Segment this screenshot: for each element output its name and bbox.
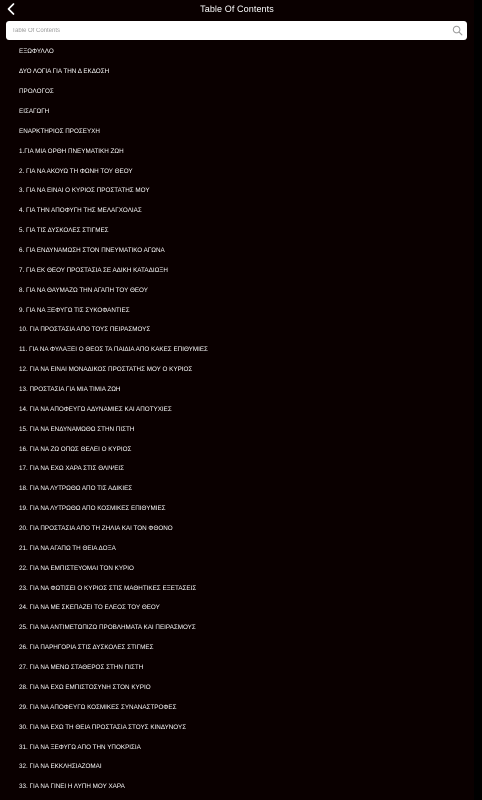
toc-item[interactable]: 33. ΓΙΑ ΝΑ ΓΙΝΕΙ Η ΛΥΠΗ ΜΟΥ ΧΑΡΑ [19, 783, 125, 791]
toc-item[interactable]: 9. ΓΙΑ ΝΑ ΞΕΦΥΓΩ ΤΙΣ ΣΥΚΟΦΑΝΤΙΕΣ [19, 306, 130, 314]
toc-item[interactable]: 27. ΓΙΑ ΝΑ ΜΕΝΩ ΣΤΑΘΕΡΟΣ ΣΤΗΝ ΠΙΣΤΗ [19, 664, 144, 672]
toc-item[interactable]: 11. ΓΙΑ ΝΑ ΦΥΛΑΞΕΙ Ο ΘΕΟΣ ΤΑ ΠΑΙΔΙΑ ΑΠΟ ΚΑΚΕΣ ΕΠΙΘΥΜΙΕΣ [19, 346, 208, 354]
scrollbar-track [474, 0, 482, 800]
search-icon[interactable] [452, 25, 463, 36]
toc-item[interactable]: 15. ΓΙΑ ΝΑ ΕΝΔΥΝΑΜΩΘΩ ΣΤΗΝ ΠΙΣΤΗ [19, 425, 135, 433]
toc-item[interactable]: 26. ΓΙΑ ΠΑΡΗΓΟΡΙΑ ΣΤΙΣ ΔΥΣΚΟΛΕΣ ΣΤΙΓΜΕΣ [19, 644, 154, 652]
toc-item[interactable]: 30. ΓΙΑ ΝΑ ΕΧΩ ΤΗ ΘΕΙΑ ΠΡΟΣΤΑΣΙΑ ΣΤΟΥΣ ΚΙΝΔΥΝΟΥΣ [19, 723, 187, 731]
toc-item[interactable]: 7. ΓΙΑ ΕΚ ΘΕΟΥ ΠΡΟΣΤΑΣΙΑ ΣΕ ΑΔΙΚΗ ΚΑΤΑΔΙΩΞΗ [19, 266, 168, 274]
toc-item[interactable]: 31. ΓΙΑ ΝΑ ΞΕΦΥΓΩ ΑΠΟ ΤΗΝ ΥΠΟΚΡΙΣΙΑ [19, 743, 141, 751]
toc-item[interactable]: 19. ΓΙΑ ΝΑ ΛΥΤΡΩΘΩ ΑΠΟ ΚΟΣΜΙΚΕΣ ΕΠΙΘΥΜΙΕΣ [19, 505, 166, 513]
toc-item[interactable]: 17. ΓΙΑ ΝΑ ΕΧΩ ΧΑΡΑ ΣΤΙΣ ΘΛΙΨΕΙΣ [19, 465, 125, 473]
toc-item[interactable]: 8. ΓΙΑ ΝΑ ΘΑΥΜΑΖΩ ΤΗΝ ΑΓΑΠΗ ΤΟΥ ΘΕΟΥ [19, 286, 148, 294]
toc-item[interactable]: 25. ΓΙΑ ΝΑ ΑΝΤΙΜΕΤΩΠΙΖΩ ΠΡΟΒΛΗΜΑΤΑ ΚΑΙ ΠΕΙΡΑΣΜΟΥΣ [19, 624, 196, 632]
toc-item[interactable]: ΕΝΑΡΚΤΗΡΙΟΣ ΠΡΟΣΕΥΧΗ [19, 127, 100, 135]
toc-item[interactable]: 14. ΓΙΑ ΝΑ ΑΠΟΦΕΥΓΩ ΑΔΥΝΑΜΙΕΣ ΚΑΙ ΑΠΟΤΥΧΙΕΣ [19, 405, 172, 413]
toc-item[interactable]: 18. ΓΙΑ ΝΑ ΛΥΤΡΩΘΩ ΑΠΟ ΤΙΣ ΑΔΙΚΙΕΣ [19, 485, 133, 493]
toc-item[interactable]: 1.ΓΙΑ ΜΙΑ ΟΡΘΗ ΠΝΕΥΜΑΤΙΚΗ ΖΩΗ [19, 147, 124, 155]
toc-item[interactable]: 3. ΓΙΑ ΝΑ ΕΙΝΑΙ Ο ΚΥΡΙΟΣ ΠΡΟΣΤΑΤΗΣ ΜΟΥ [19, 187, 150, 195]
toc-item[interactable]: 12. ΓΙΑ ΝΑ ΕΙΝΑΙ ΜΟΝΑΔΙΚΟΣ ΠΡΟΣΤΑΤΗΣ ΜΟΥ Ο ΚΥΡΙΟΣ [19, 366, 193, 374]
toc-item[interactable]: 28. ΓΙΑ ΝΑ ΕΧΩ ΕΜΠΙΣΤΟΣΥΝΗ ΣΤΟΝ ΚΥΡΙΟ [19, 683, 151, 691]
toc-item[interactable]: 10. ΓΙΑ ΠΡΟΣΤΑΣΙΑ ΑΠΟ ΤΟΥΣ ΠΕΙΡΑΣΜΟΥΣ [19, 326, 151, 334]
toc-item[interactable]: 20. ΓΙΑ ΠΡΟΣΤΑΣΙΑ ΑΠΟ ΤΗ ΖΗΛΙΑ ΚΑΙ ΤΟΝ ΦΘΟΝΟ [19, 525, 173, 533]
back-button[interactable] [4, 0, 18, 18]
toc-item[interactable]: ΕΞΩΦΥΛΛΟ [19, 48, 54, 56]
page-title: Table Of Contents [200, 4, 274, 14]
chevron-left-icon [7, 3, 15, 15]
top-bar [0, 0, 474, 18]
toc-item[interactable]: 24. ΓΙΑ ΝΑ ΜΕ ΣΚΕΠΑΖΕΙ ΤΟ ΕΛΕΟΣ ΤΟΥ ΘΕΟΥ [19, 604, 160, 612]
toc-item[interactable]: 32. ΓΙΑ ΝΑ ΕΚΚΛΗΣΙΑΖΟΜΑΙ [19, 763, 102, 771]
toc-item[interactable]: ΕΙΣΑΓΩΓΗ [19, 108, 50, 115]
toc-item[interactable]: 22. ΓΙΑ ΝΑ ΕΜΠΙΣΤΕΥΟΜΑΙ ΤΟΝ ΚΥΡΙΟ [19, 564, 134, 572]
toc-item[interactable]: 13. ΠΡΟΣΤΑΣΙΑ ΓΙΑ ΜΙΑ ΤΙΜΙΑ ΖΩΗ [19, 386, 121, 394]
toc-item[interactable]: ΔΥΟ ΛΟΓΙΑ ΓΙΑ ΤΗΝ Δ ΕΚΔΟΣΗ [19, 68, 110, 76]
search-bar [6, 21, 467, 40]
toc-item[interactable]: ΠΡΟΛΟΓΟΣ [19, 88, 54, 96]
toc-item[interactable]: 6. ΓΙΑ ΕΝΔΥΝΑΜΩΣΗ ΣΤΟΝ ΠΝΕΥΜΑΤΙΚΟ ΑΓΩΝΑ [19, 247, 165, 255]
toc-item[interactable]: 23. ΓΙΑ ΝΑ ΦΩΤΙΣΕΙ Ο ΚΥΡΙΟΣ ΣΤΙΣ ΜΑΘΗΤΙΚΕΣ ΕΞΕΤΑΣΕΙΣ [19, 584, 197, 592]
toc-item[interactable]: 29. ΓΙΑ ΝΑ ΑΠΟΦΕΥΓΩ ΚΟΣΜΙΚΕΣ ΣΥΝΑΝΑΣΤΡΟΦΕΣ [19, 703, 177, 711]
toc-item[interactable]: 21. ΓΙΑ ΝΑ ΑΓΑΠΩ ΤΗ ΘΕΙΑ ΔΟΞΑ [19, 544, 116, 552]
toc-item[interactable]: 4. ΓΙΑ ΤΗΝ ΑΠΟΦΥΓΗ ΤΗΣ ΜΕΛΑΓΧΟΛΙΑΣ [19, 207, 142, 215]
toc-item[interactable]: 2. ΓΙΑ ΝΑ ΑΚΟΥΩ ΤΗ ΦΩΝΗ ΤΟΥ ΘΕΟΥ [19, 167, 133, 175]
toc-list [0, 42, 474, 797]
search-input[interactable] [6, 22, 442, 39]
toc-item[interactable]: 16. ΓΙΑ ΝΑ ΖΩ ΟΠΩΣ ΘΕΛΕΙ Ο ΚΥΡΙΟΣ [19, 445, 132, 453]
toc-item[interactable]: 5. ΓΙΑ ΤΙΣ ΔΥΣΚΟΛΕΣ ΣΤΙΓΜΕΣ [19, 227, 109, 235]
